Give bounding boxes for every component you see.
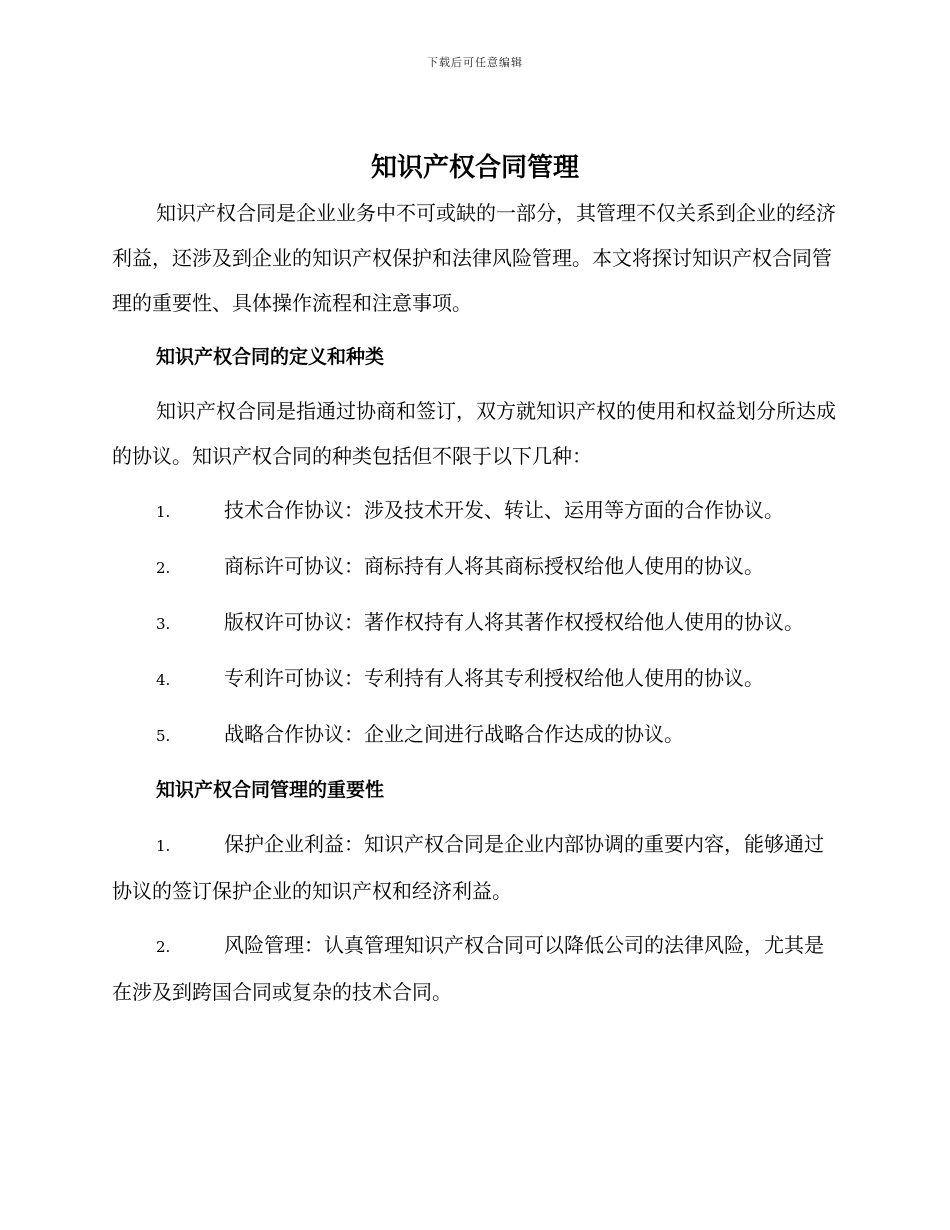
list-item-text: 保护企业利益：知识产权合同是企业内部协调的重要内容，能够通过协议的签订保护企业的知识产权和经济利益。 bbox=[112, 832, 824, 903]
list-item-text: 专利许可协议：专利持有人将其专利授权给他人使用的协议。 bbox=[224, 666, 764, 690]
list-item bbox=[112, 544, 840, 591]
list-item bbox=[112, 656, 840, 703]
list-item bbox=[112, 600, 840, 647]
intro-paragraph: 知识产权合同是企业业务中不可或缺的一部分，其管理不仅关系到企业的经济利益，还涉及到企业的知识产权保护和法律风险管理。本文将探讨知识产权合同管理的重要性、具体操作流程和注意事项。 bbox=[112, 201, 836, 315]
section-heading-importance: 知识产权合同管理的重要性 bbox=[156, 779, 385, 801]
list-item bbox=[112, 923, 840, 1015]
page-title: 知识产权合同管理 bbox=[370, 153, 579, 183]
list-item-text: 战略合作协议：企业之间进行战略合作达成的协议。 bbox=[224, 722, 684, 746]
list-item-text: 技术合作协议：涉及技术开发、转让、运用等方面的合作协议。 bbox=[224, 498, 784, 522]
list-item-number: 4. bbox=[156, 671, 171, 689]
list-item-text: 版权许可协议：著作权持有人将其著作权授权给他人使用的协议。 bbox=[224, 610, 804, 634]
list-item-number: 2. bbox=[156, 559, 171, 577]
list-item-number: 1. bbox=[156, 503, 171, 521]
section-paragraph-definition: 知识产权合同是指通过协商和签订，双方就知识产权的使用和权益划分所达成的协议。知识产权合同的种类包括但不限于以下几种： bbox=[112, 399, 836, 468]
list-item-text: 商标许可协议：商标持有人将其商标授权给他人使用的协议。 bbox=[224, 554, 764, 578]
list-item-text: 风险管理：认真管理知识产权合同可以降低公司的法律风险，尤其是在涉及到跨国合同或复杂的技术合同。 bbox=[112, 933, 824, 1004]
list-item bbox=[112, 712, 840, 759]
list-item-number: 1. bbox=[156, 837, 171, 855]
list-item bbox=[112, 822, 840, 914]
list-item-number: 2. bbox=[156, 938, 171, 956]
header-note: 下载后可任意编辑 bbox=[427, 56, 523, 69]
document-body bbox=[112, 191, 840, 1024]
list-item-number: 5. bbox=[156, 727, 171, 745]
section-heading-definition: 知识产权合同的定义和种类 bbox=[156, 346, 385, 368]
list-item bbox=[112, 488, 840, 535]
list-item-number: 3. bbox=[156, 615, 171, 633]
